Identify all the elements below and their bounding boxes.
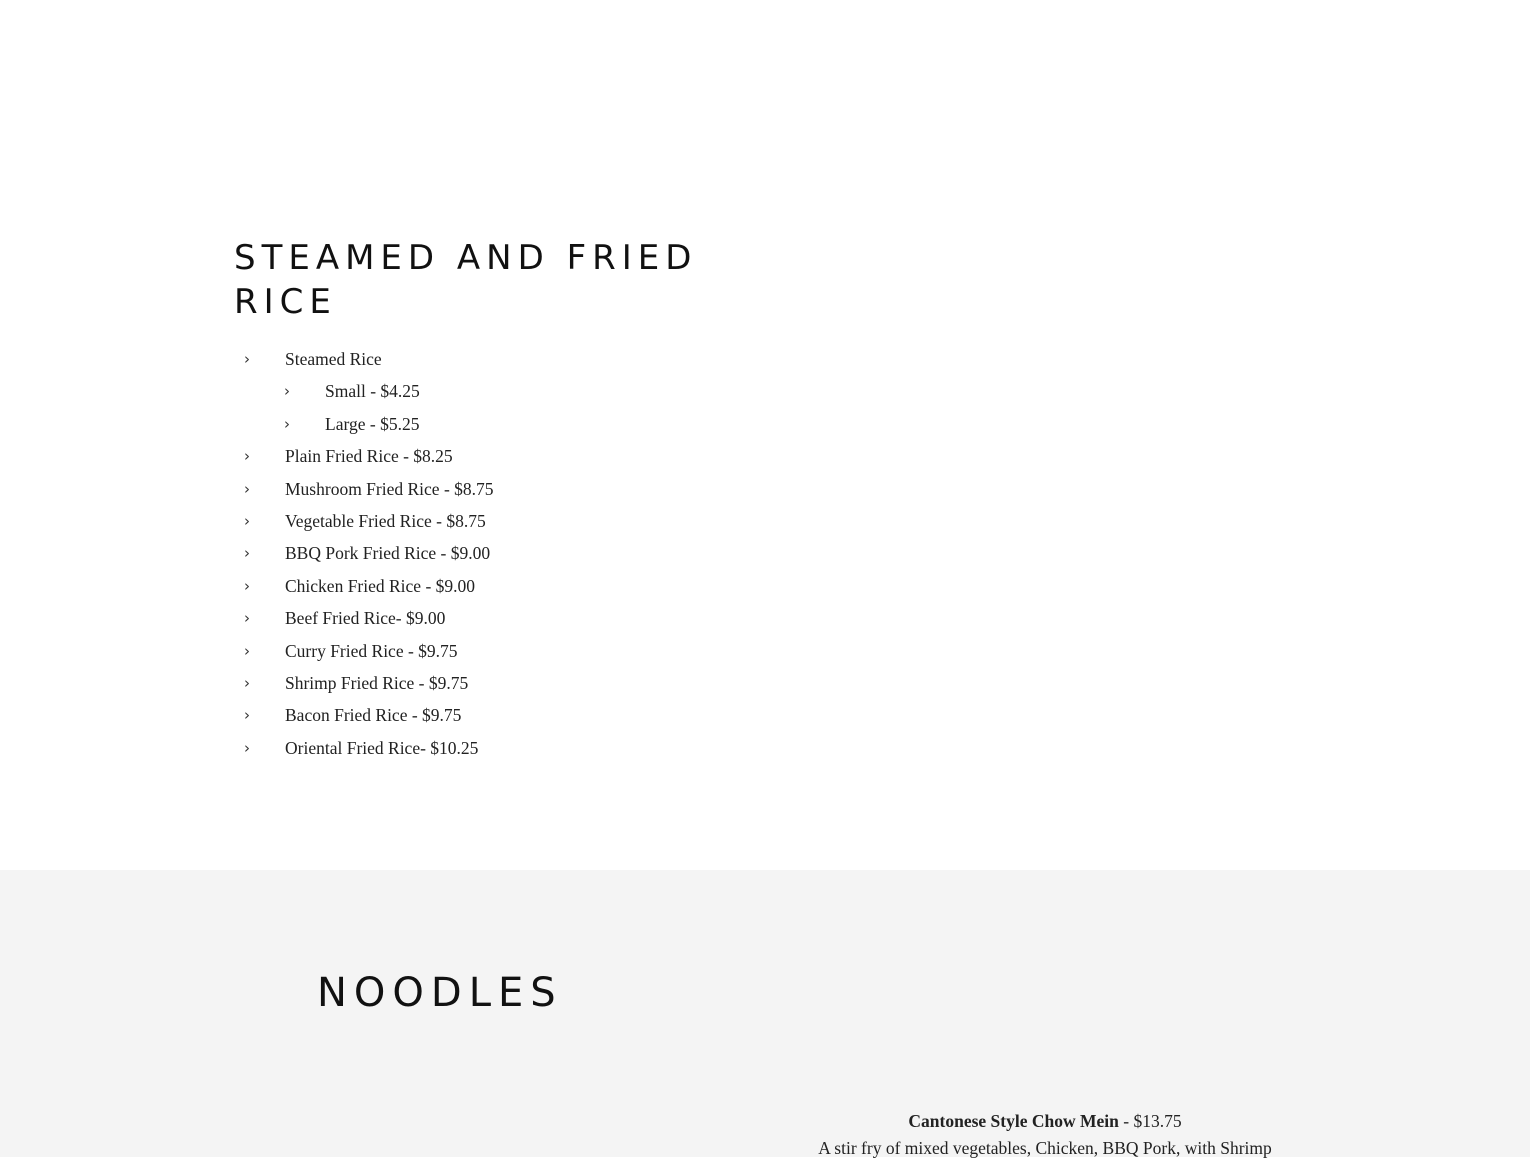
menu-item-label: Vegetable Fried Rice - $8.75 <box>285 510 486 531</box>
chevron-right-icon: › <box>244 706 250 725</box>
chevron-right-icon: › <box>244 738 250 757</box>
chevron-right-icon: › <box>244 641 250 660</box>
noodle-menu-item <box>790 1108 1300 1162</box>
chevron-right-icon: › <box>284 414 290 433</box>
noodle-item-description: A stir fry of mixed vegetables, Chicken, BBQ Pork, with Shrimp <box>818 1138 1272 1158</box>
menu-item-label: Small - $4.25 <box>325 381 420 402</box>
chevron-right-icon: › <box>244 350 250 368</box>
rice-section-title: STEAMED AND FRIED RICE <box>234 238 698 322</box>
chevron-right-icon: › <box>244 447 250 466</box>
menu-item-label: BBQ Pork Fried Rice - $9.00 <box>285 543 491 564</box>
noodle-item-name: Cantonese Style Chow Mein <box>908 1111 1119 1131</box>
chevron-right-icon: › <box>284 382 290 401</box>
noodle-item-price: - $13.75 <box>1118 1111 1182 1131</box>
menu-item-label: Curry Fried Rice - $9.75 <box>285 640 458 661</box>
noodles-section-title: NOODLES <box>317 970 563 1016</box>
chevron-right-icon: › <box>244 609 250 628</box>
chevron-right-icon: › <box>244 576 250 595</box>
menu-item-label: Mushroom Fried Rice - $8.75 <box>285 478 494 499</box>
chevron-right-icon: › <box>244 511 250 530</box>
chevron-right-icon: › <box>244 479 250 498</box>
menu-item-label: Steamed Rice <box>285 349 382 369</box>
menu-item-label: Large - $5.25 <box>325 413 420 434</box>
noodle-item-heading <box>790 1108 1300 1135</box>
menu-item-label: Shrimp Fried Rice - $9.75 <box>285 672 469 693</box>
menu-item-label: Beef Fried Rice- $9.00 <box>285 608 446 629</box>
menu-item-label: Bacon Fried Rice - $9.75 <box>285 705 462 726</box>
noodles-section <box>0 870 1530 1157</box>
menu-item-label: Chicken Fried Rice - $9.00 <box>285 575 476 596</box>
chevron-right-icon: › <box>244 673 250 692</box>
menu-item-label: Plain Fried Rice - $8.25 <box>285 446 453 467</box>
menu-item-label: Oriental Fried Rice- $10.25 <box>285 737 479 758</box>
chevron-right-icon: › <box>244 544 250 563</box>
